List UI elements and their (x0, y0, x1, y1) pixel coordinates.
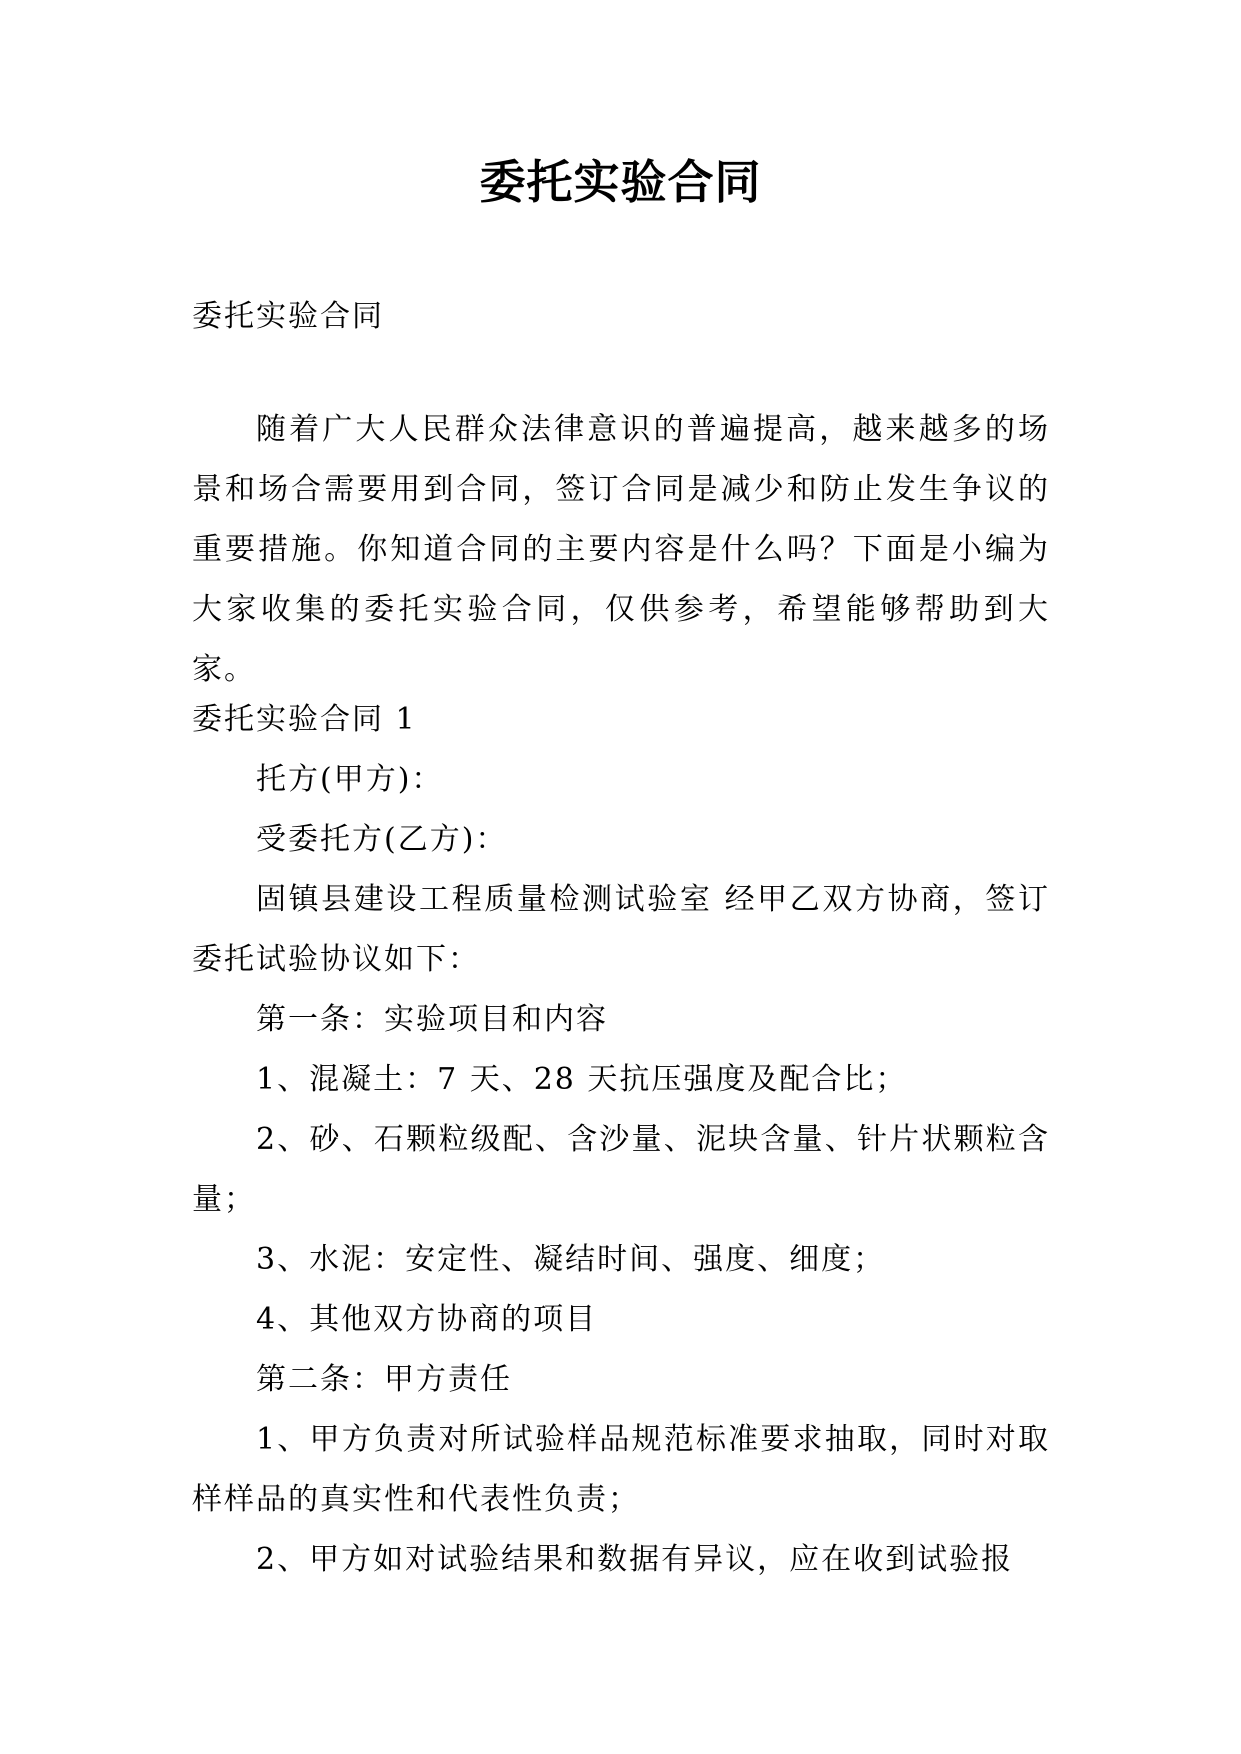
article-1-item: 1、混凝土：7 天、28 天抗压强度及配合比； (256, 1062, 908, 1097)
article-2-item: 2、甲方如对试验结果和数据有异议，应在收到试验报 (256, 1542, 1014, 1577)
article-1-item: 2、砂、石颗粒级配、含沙量、泥块含量、针片状颗粒含量； (192, 1122, 1050, 1217)
article-2-heading: 第二条：甲方责任 (256, 1362, 512, 1397)
article-1-item: 3、水泥：安定性、凝结时间、强度、细度； (256, 1242, 886, 1277)
article-2-item: 1、甲方负责对所试验样品规范标准要求抽取，同时对取样样品的真实性和代表性负责； (192, 1422, 1050, 1517)
article-1-item: 4、其他双方协商的项目 (256, 1302, 598, 1337)
party-a-line: 托方(甲方)： (256, 762, 444, 797)
document-subtitle: 委托实验合同 (192, 299, 384, 334)
section-title: 委托实验合同 1 (192, 702, 417, 737)
intro-paragraph: 随着广大人民群众法律意识的普遍提高，越来越多的场景和场合需要用到合同，签订合同是减少和防止发生争议的重要措施。你知道合同的主要内容是什么吗？下面是小编为大家收集的委托实验合同，仅供参考，希望能够帮助到大家。 (192, 412, 1050, 687)
document-title: 委托实验合同 (479, 155, 762, 209)
party-b-line: 受委托方(乙方)： (256, 822, 508, 857)
article-1-heading: 第一条：实验项目和内容 (256, 1002, 608, 1037)
agreement-intro: 固镇县建设工程质量检测试验室 经甲乙双方协商，签订委托试验协议如下： (192, 882, 1050, 977)
contract-section (192, 690, 1050, 1590)
